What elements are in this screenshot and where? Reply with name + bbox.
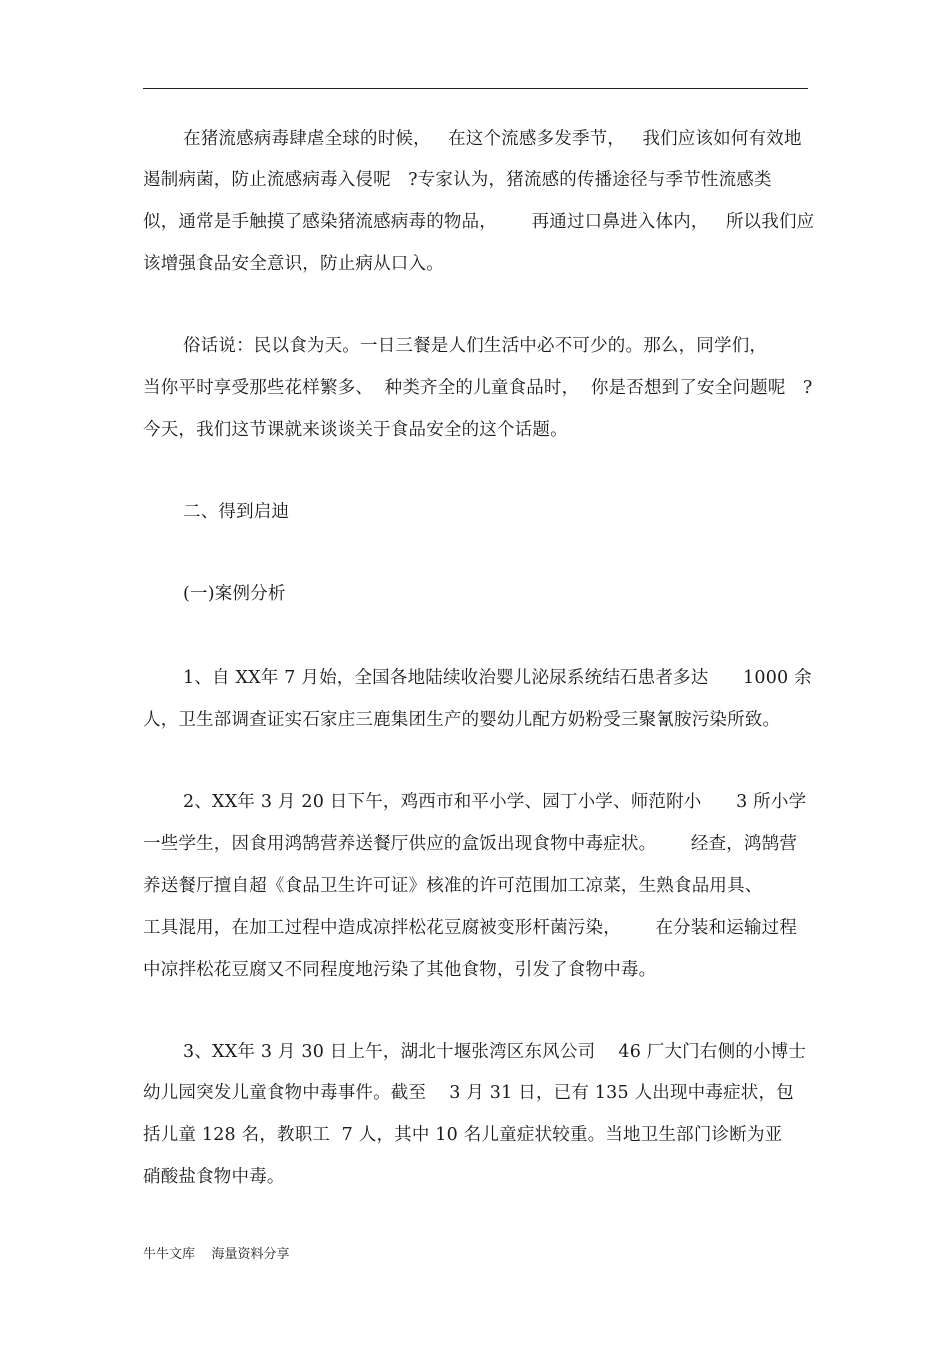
paragraph-line: 今天，我们这节课就来谈谈关于食品安全的这个话题。 <box>143 420 568 440</box>
subsection-heading: (一)案例分析 <box>183 584 286 604</box>
case-line: 工具混用，在加工过程中造成凉拌松花豆腐被变形杆菌污染， 在分装和运输过程 <box>143 918 798 938</box>
case-line: 3、XX年 3 月 30 日上午，湖北十堰张湾区东风公司 46 厂大门右侧的小博士 <box>183 1042 807 1062</box>
paragraph-line: 似，通常是手触摸了感染猪流感病毒的物品， 再通过口鼻进入体内， 所以我们应 <box>143 212 815 232</box>
case-line: 2、XX年 3 月 20 日下午，鸡西市和平小学、园丁小学、师范附小 3 所小学 <box>183 792 807 812</box>
paragraph-line: 该增强食品安全意识，防止病从口入。 <box>143 254 444 274</box>
paragraph-line: 当你平时享受那些花样繁多、 种类齐全的儿童食品时， 你是否想到了安全问题呢 ? <box>143 378 813 398</box>
case-line: 人，卫生部调查证实石家庄三鹿集团生产的婴幼儿配方奶粉受三聚氰胺污染所致。 <box>143 710 781 730</box>
case-line: 括儿童 128 名，教职工 7 人，其中 10 名儿童症状较重。当地卫生部门诊断为亚 <box>143 1125 783 1145</box>
paragraph-line: 遏制病菌，防止流感病毒入侵呢 ?专家认为，猪流感的传播途径与季节性流感类 <box>143 170 772 190</box>
case-line: 中凉拌松花豆腐又不同程度地污染了其他食物，引发了食物中毒。 <box>143 960 657 980</box>
case-line: 养送餐厅擅自超《食品卫生许可证》核准的许可范围加工凉菜，生熟食品用具、 <box>143 876 763 896</box>
header-rule <box>143 88 808 89</box>
section-heading: 二、得到启迪 <box>183 502 290 522</box>
paragraph-line: 俗话说：民以食为天。一日三餐是人们生活中必不可少的。那么，同学们， <box>183 336 768 356</box>
case-line: 1、自 XX年 7 月始，全国各地陆续收治婴儿泌尿系统结石患者多达 1000 余 <box>183 668 812 688</box>
paragraph-line: 在猪流感病毒肆虐全球的时候， 在这个流感多发季节， 我们应该如何有效地 <box>183 129 802 149</box>
footer-text: 牛牛文库 海量资料分享 <box>143 1247 290 1262</box>
case-line: 硝酸盐食物中毒。 <box>143 1167 285 1187</box>
case-line: 一些学生，因食用鸿鹄营养送餐厅供应的盒饭出现食物中毒症状。 经查，鸿鹄营 <box>143 834 798 854</box>
case-line: 幼儿园突发儿童食物中毒事件。截至 3 月 31 日，已有 135 人出现中毒症状，包 <box>143 1083 794 1103</box>
